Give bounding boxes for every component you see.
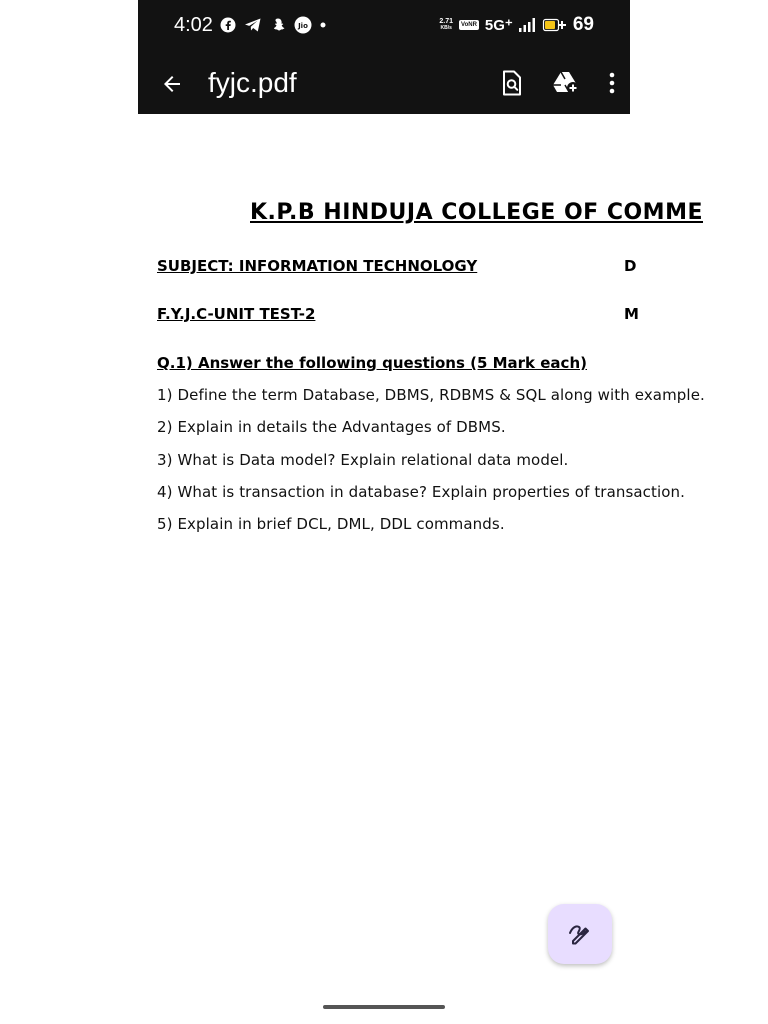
- facebook-icon: [220, 17, 236, 33]
- annotate-button[interactable]: [548, 904, 612, 964]
- college-title: K.P.B HINDUJA COLLEGE OF COMME: [250, 200, 703, 225]
- system-status: [439, 14, 594, 36]
- phone-screen: [138, 0, 705, 1024]
- home-indicator[interactable]: [323, 1005, 445, 1009]
- snapchat-icon: [270, 17, 286, 33]
- pdf-page[interactable]: [138, 114, 705, 1024]
- telegram-icon: [244, 17, 262, 33]
- signal-icon: [519, 18, 537, 32]
- arrow-back-icon: [160, 72, 184, 96]
- app-bar-actions: [500, 70, 616, 96]
- app-bar: [138, 54, 630, 114]
- annotate-pen-icon: [567, 921, 593, 947]
- section-heading: Q.1) Answer the following questions (5 Mark each): [157, 354, 587, 372]
- test-title: F.Y.J.C-UNIT TEST-2: [157, 305, 316, 323]
- svg-text:Jio: Jio: [298, 22, 308, 30]
- network-speed-unit: KB/s: [440, 25, 452, 31]
- question-4: 4) What is transaction in database? Explain properties of transaction.: [157, 483, 686, 501]
- network-speed-value: 2.71: [439, 18, 454, 25]
- battery-percentage: 69: [572, 14, 594, 35]
- test-right-text: M: [624, 305, 639, 323]
- question-2: 2) Explain in details the Advantages of DBMS.: [157, 418, 506, 436]
- back-button[interactable]: [158, 70, 186, 98]
- search-document-icon[interactable]: [500, 70, 524, 96]
- status-bar: [138, 0, 630, 54]
- notification-icons: [220, 16, 326, 34]
- network-type: 5G⁺: [484, 17, 513, 34]
- question-3: 3) What is Data model? Explain relational data model.: [157, 451, 569, 469]
- file-title: fyjc.pdf: [208, 67, 297, 98]
- subject-right-text: D: [624, 257, 637, 275]
- add-to-drive-icon[interactable]: [552, 71, 580, 95]
- network-speed: [439, 18, 453, 32]
- jio-icon: [294, 16, 312, 34]
- battery-charging-icon: [543, 18, 567, 32]
- dot-icon: [320, 22, 326, 28]
- volte-badge: VoNR: [461, 22, 477, 28]
- question-1: 1) Define the term Database, DBMS, RDBMS & SQL along with example.: [157, 386, 705, 404]
- status-time: 4:02: [174, 14, 213, 36]
- subject-line: SUBJECT: INFORMATION TECHNOLOGY: [157, 257, 478, 275]
- question-5: 5) Explain in brief DCL, DML, DDL commands.: [157, 515, 505, 533]
- more-options-icon[interactable]: [608, 72, 616, 94]
